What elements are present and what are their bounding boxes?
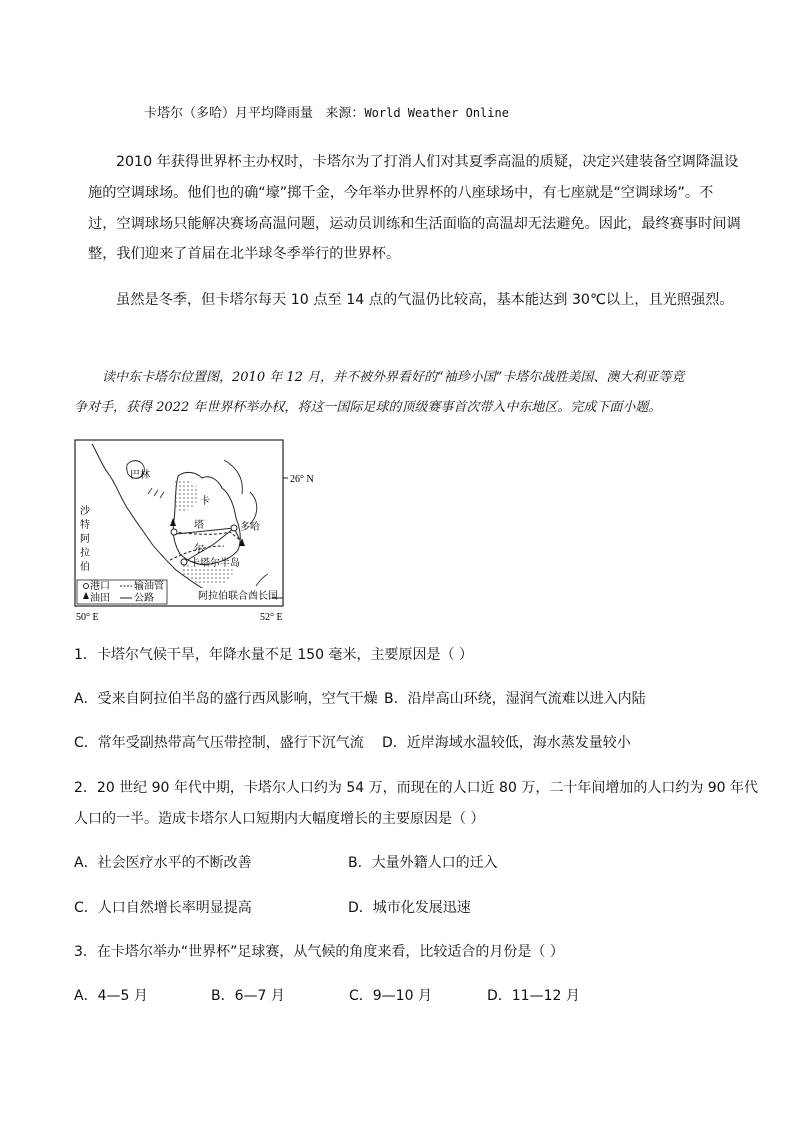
legend-road-label: 公路 [134,593,154,604]
question-2-stem-line-1: 2．20 世纪 90 年代中期，卡塔尔人口约为 54 万，而现在的人口近 80 万，二十年间增加的人口约为 90 年代 [74,780,759,796]
port-south [181,559,187,565]
offshore-field-north [172,480,198,512]
question-2-stem-line-2: 人口的一半。造成卡塔尔人口短期内大幅度增长的主要原因是（ ） [74,811,485,827]
qatar-char-2: 塔 [194,520,204,531]
intro-line-4: 整，我们迎来了首届在北半球冬季举行的世界杯。 [88,246,401,262]
uae-label: 阿拉伯联合酋长国 [198,591,278,602]
caption-source: World Weather Online [364,106,509,120]
question-1-option-c[interactable]: C．常年受副热带高气压带控制，盛行下沉气流 [74,735,364,751]
question-1-option-b[interactable]: B．沿岸高山环绕，湿润气流难以进入内陆 [384,691,646,707]
intro-line-2: 施的空调球场。他们也的确“壕”掷千金，今年举办世界杯的八座球场中，有七座就是“空调球场”。不 [88,185,714,201]
question-1-option-a[interactable]: A．受来自阿拉伯半岛的盛行西风影响，空气干燥 [74,691,378,707]
question-1-stem: 1．卡塔尔气候干旱，年降水量不足 150 毫米，主要原因是（ ） [74,647,473,663]
coast-east [224,460,257,524]
lon-right-label: 52° E [260,612,283,622]
question-3-stem: 3．在卡塔尔举办“世界杯”足球赛，从气候的角度来看，比较适合的月份是（ ） [74,944,564,960]
caption-title: 卡塔尔（多哈）月平均降雨量 [144,106,314,121]
question-3-option-b[interactable]: B．6—7 月 [211,988,285,1004]
question-2-option-d[interactable]: D．城市化发展迅速 [348,900,471,916]
saudi-char-4: 拉 [80,548,90,559]
saudi-char-5: 伯 [80,562,90,573]
reading-line-2: 争对手，获得 2022 年世界杯举办权，将这一国际足球的顶级赛事首次带入中东地区。完成下面小题。 [74,400,662,415]
intro-line-1: 2010 年获得世界杯主办权时，卡塔尔为了打消人们对其夏季高温的质疑，决定兴建装备空调降温设 [116,154,739,170]
reef-marks [148,488,164,498]
legend-port-label: 港口 [90,581,110,592]
doha-label: 多哈 [240,522,260,533]
saudi-char-3: 阿 [80,534,90,545]
question-2-option-b[interactable]: B．大量外籍人口的迁入 [348,855,498,871]
qatar-char-1: 卡 [200,496,210,507]
chart-caption [144,103,509,124]
legend-port-symbol [84,584,89,589]
question-2-option-c[interactable]: C．人口自然增长率明显提高 [74,900,252,916]
bahrain-label: 巴林 [130,470,150,481]
question-3-option-c[interactable]: C．9—10 月 [349,988,432,1004]
question-3-option-a[interactable]: A．4—5 月 [74,988,148,1004]
peninsula-label: 卡塔尔半岛 [190,558,240,569]
legend-oilfield-label: 油田 [90,593,110,604]
port-west [171,529,177,535]
question-3-option-d[interactable]: D．11—12 月 [487,988,580,1004]
lon-left-label: 50° E [76,612,99,622]
legend-oilfield-symbol [83,592,89,599]
lat-label: 26° N [290,474,314,485]
legend-pipeline-label: 输油管 [134,581,164,592]
intro-line-3: 过，空调球场只能解决赛场高温问题，运动员训练和生活面临的高温却无法避免。因此，最终赛事时间调 [88,216,741,232]
saudi-char-1: 沙 [80,506,90,517]
question-1-option-d[interactable]: D．近岸海域水温较低，海水蒸发量较小 [382,735,631,751]
caption-source-label: 来源： [325,106,365,121]
oilfield-west [170,518,176,526]
question-2-option-a[interactable]: A．社会医疗水平的不断改善 [74,855,252,871]
coast-small-1 [256,574,268,586]
port-doha [231,525,237,531]
reading-line-1: 读中东卡塔尔位置图，2010 年 12 月，并不被外界看好的“袖珍小国”卡塔尔战胜美国、澳大利亚等竞 [102,370,685,385]
intro-paragraph-2: 虽然是冬季，但卡塔尔每天 10 点至 14 点的气温仍比较高，基本能达到 30℃以上，且光照强烈。 [116,292,734,308]
qatar-location-map [74,436,324,622]
saudi-char-2: 特 [80,520,90,531]
qatar-char-3: 尔 [194,544,204,555]
